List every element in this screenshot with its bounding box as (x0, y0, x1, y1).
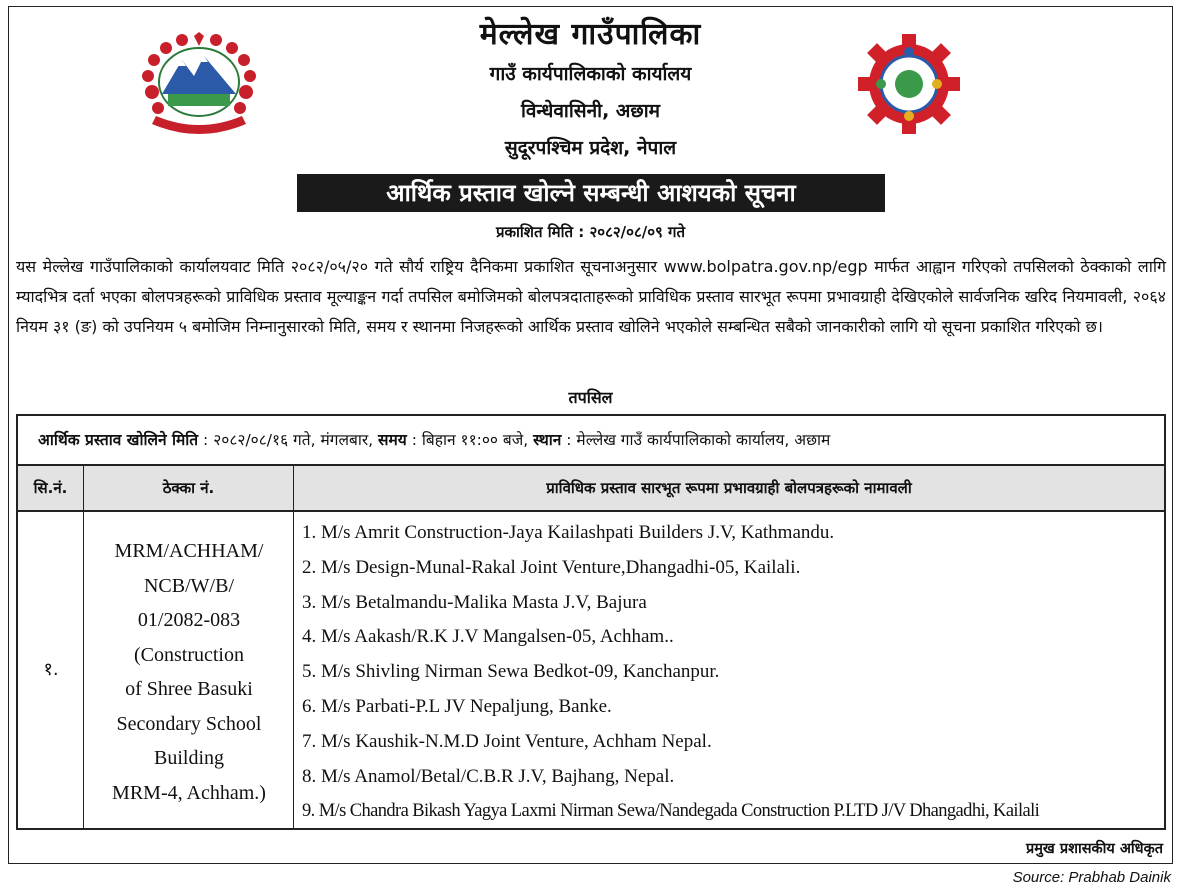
header-sn: सि.नं. (18, 466, 84, 510)
opening-place-label: स्थान (533, 431, 562, 449)
opening-date-label: आर्थिक प्रस्ताव खोलिने मिति (38, 431, 199, 449)
column-divider (293, 512, 294, 828)
tender-line: MRM/ACHHAM/ (114, 540, 264, 562)
tender-line: Secondary School (116, 712, 262, 735)
tender-line: MRM-4, Achham.) (112, 781, 266, 804)
list-item: 9. M/s Chandra Bikash Yagya Laxmi Nirman Sewa/Nandegada Construction P.LTD J/V Dhangadhi, Kailali (302, 801, 1040, 822)
list-item: 2. M/s Design-Munal-Rakal Joint Venture,Dhangadhi-05, Kailali. (302, 556, 801, 578)
tender-line: Building (153, 747, 224, 769)
table-header (18, 466, 1164, 512)
opening-time-value: : बिहान ११:०० बजे, (406, 431, 534, 449)
published-date: प्रकाशित मिति : २०८२/०८/०९ गते (495, 223, 686, 241)
list-item: 3. M/s Betalmandu-Malika Masta J.V, Bajura (302, 591, 647, 613)
tender-line: of Shree Basuki (125, 678, 253, 700)
tender-number (90, 534, 288, 810)
opening-place-value: : मेल्लेख गाउँ कार्यपालिकाको कार्यालय, अछाम (561, 431, 831, 449)
opening-details (18, 416, 1164, 466)
signature-title: प्रमुख प्रशासकीय अधिकृत (1026, 841, 1163, 857)
list-item: 7. M/s Kaushik-N.M.D Joint Venture, Achham Nepal. (302, 730, 712, 752)
opening-time-label: समय (378, 431, 407, 449)
office-address: विन्धेवासिनी, अछाम (520, 100, 661, 122)
office-name: गाउँ कार्यपालिकाको कार्यालय (489, 63, 692, 85)
list-item: 1. M/s Amrit Construction-Jaya Kailashpati Builders J.V, Kathmandu. (302, 522, 835, 543)
table-row (18, 512, 1164, 828)
list-item: 6. M/s Parbati-P.L JV Nepaljung, Banke. (302, 695, 612, 717)
tender-line: NCB/W/B/ (143, 574, 234, 597)
province-name: सुदूरपश्चिम प्रदेश, नेपाल (504, 137, 677, 159)
header-tender-no: ठेक्का नं. (84, 466, 294, 510)
list-item: 4. M/s Aakash/R.K J.V Mangalsen-05, Achham.. (302, 626, 674, 648)
list-item: 5. M/s Shivling Nirman Sewa Bedkot-09, Kanchanpur. (302, 661, 720, 683)
header-bidders: प्राविधिक प्रस्ताव सारभूत रूपमा प्रभावग्राही बोलपत्रहरूको नामावली (546, 479, 912, 497)
list-item: 8. M/s Anamol/Betal/C.B.R J.V, Bajhang, Nepal. (302, 765, 675, 787)
schedule-heading: तपसिल (568, 388, 613, 407)
bidder-list (302, 516, 1166, 829)
bidder-table (16, 414, 1166, 830)
opening-date-value: : २०८२/०८/१६ गते, मंगलबार, (198, 431, 379, 449)
tender-line: (Construction (134, 643, 244, 666)
source-credit: Source: Prabhab Dainik (1012, 869, 1171, 886)
notice-body: यस मेल्लेख गाउँपालिकाको कार्यालयवाट मिति २०८२/०५/२० गते सौर्य राष्ट्रिय दैनिकमा प्रकाशित सूचनाअनुसार www.bolpatra.gov.np/egp मार्फत आह्वान गरिएको तपसिलको ठेक्काको लागि म्यादभित्र दर्ता भएका बोलपत्रहरूको प्राविधिक प्रस्ताव मूल्याङ्कन गर्दा तपसिल बमोजिमको बोलपत्रदाताहरूको प्राविधिक प्रस्ताव सारभूत रूपमा प्रभावग्राही देखिएकोले सार्वजनिक खरिद नियमावली, २०६४ नियम ३१ (ङ) को उपनियम ५ बमोजिम निम्नानुसारको मिति, समय र स्थानमा निजहरूको आर्थिक प्रस्ताव खोलिने भएकोले सम्बन्धित सबैको जानकारीको लागि यो सूचना प्रकाशित गरिएको छ। (16, 257, 1166, 336)
tender-line: 01/2082-083 (137, 609, 241, 631)
municipality-name: मेल्लेख गाउँपालिका (479, 17, 702, 52)
row-serial: १. (43, 659, 59, 680)
notice-title: आर्थिक प्रस्ताव खोल्ने सम्बन्धी आशयको सूचना (297, 174, 885, 212)
